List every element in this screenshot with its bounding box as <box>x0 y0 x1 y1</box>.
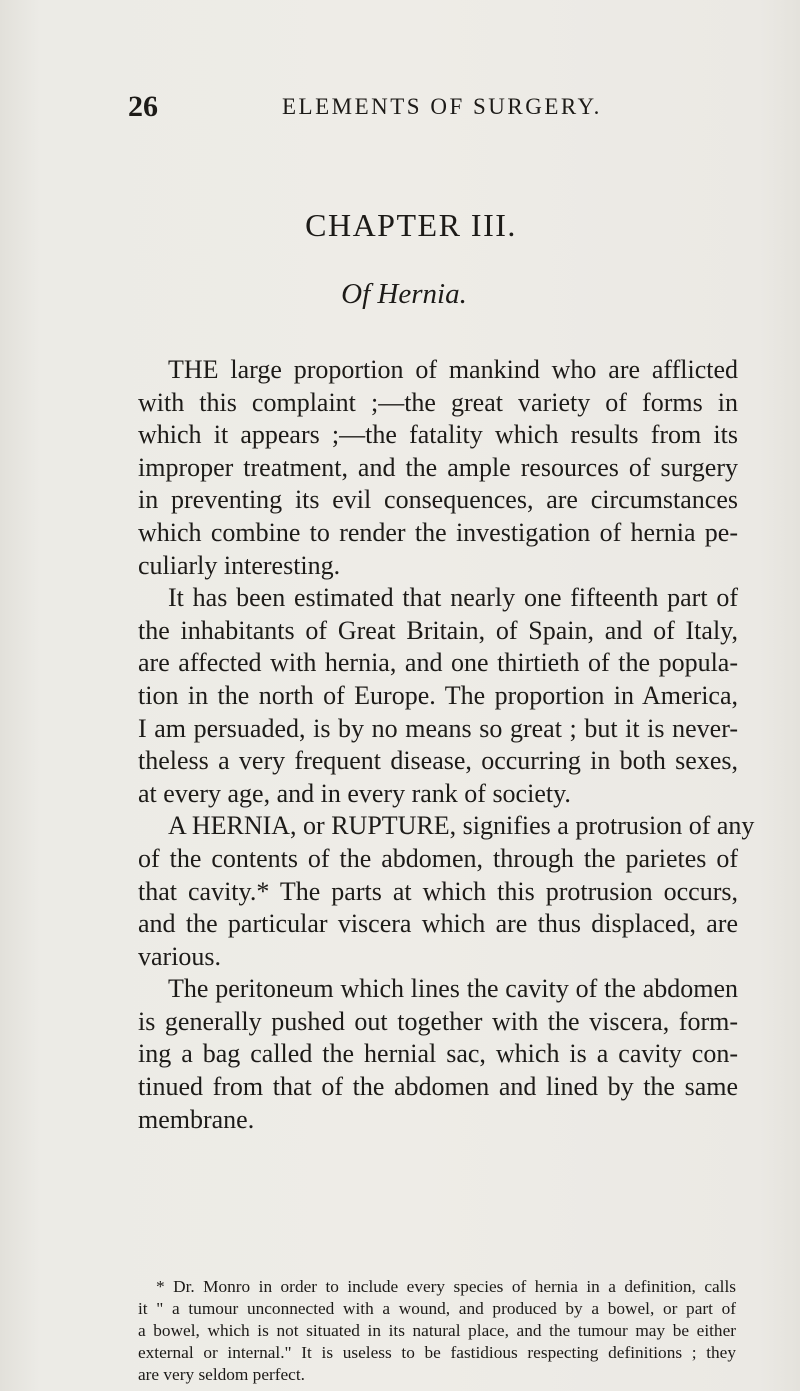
footnote-line: external or internal." It is useless to be fastidious respecting definitions ; they <box>138 1343 736 1362</box>
text-line: in preventing its evil consequences, are circumstances <box>138 485 738 515</box>
text-line: The peritoneum which lines the cavity of the abdomen <box>168 974 738 1004</box>
text-line: culiarly interesting. <box>138 550 341 580</box>
text-line: theless a very frequent disease, occurring in both sexes, <box>138 746 738 776</box>
text-line: I am persuaded, is by no means so great ; but it is never- <box>138 713 738 743</box>
text-line: the inhabitants of Great Britain, of Spain, and of Italy, <box>138 615 738 645</box>
text-line: with this complaint ;—the great variety of forms in <box>138 387 738 417</box>
text-line: and the particular viscera which are thus displaced, are <box>138 909 738 939</box>
text-line: at every age, and in every rank of society. <box>138 778 571 808</box>
text-line: tinued from that of the abdomen and lined by the same <box>138 1072 738 1102</box>
chapter-title: CHAPTER III. <box>305 207 517 243</box>
footnote-line: it " a tumour unconnected with a wound, and produced by a bowel, or part of <box>138 1299 736 1318</box>
text-line: It has been estimated that nearly one fifteenth part of <box>168 583 738 613</box>
body-text <box>138 354 755 1136</box>
text-line: ing a bag called the hernial sac, which is a cavity con- <box>138 1039 738 1069</box>
text-line: improper treatment, and the ample resources of surgery <box>138 452 738 482</box>
footnote-line: * Dr. Monro in order to include every species of hernia in a definition, calls <box>156 1277 736 1296</box>
section-title: Of Hernia. <box>341 278 467 310</box>
text-line: which combine to render the investigation of hernia pe- <box>138 517 738 547</box>
text-line: various. <box>138 941 222 971</box>
footnote-line: a bowel, which is not situated in its natural place, and the tumour may be either <box>138 1321 736 1340</box>
text-line: that cavity.* The parts at which this protrusion occurs, <box>138 876 738 906</box>
running-head <box>128 90 728 126</box>
running-title: ELEMENTS OF SURGERY. <box>282 94 602 119</box>
text-line: is generally pushed out together with the viscera, form- <box>138 1006 738 1036</box>
text-line: of the contents of the abdomen, through the parietes of <box>138 843 738 873</box>
text-line: tion in the north of Europe. The proportion in America, <box>138 680 738 710</box>
text-line: which it appears ;—the fatality which results from its <box>138 420 738 450</box>
text-line: THE large proportion of mankind who are afflicted <box>168 355 738 384</box>
text-line: are affected with hernia, and one thirtieth of the popula- <box>138 648 738 678</box>
footnote <box>138 1276 736 1386</box>
page-number: 26 <box>128 90 158 123</box>
text-line: membrane. <box>138 1104 255 1134</box>
text-line: A HERNIA, or RUPTURE, signifies a protrusion of any <box>168 811 755 841</box>
footnote-line: are very seldom perfect. <box>138 1365 305 1384</box>
